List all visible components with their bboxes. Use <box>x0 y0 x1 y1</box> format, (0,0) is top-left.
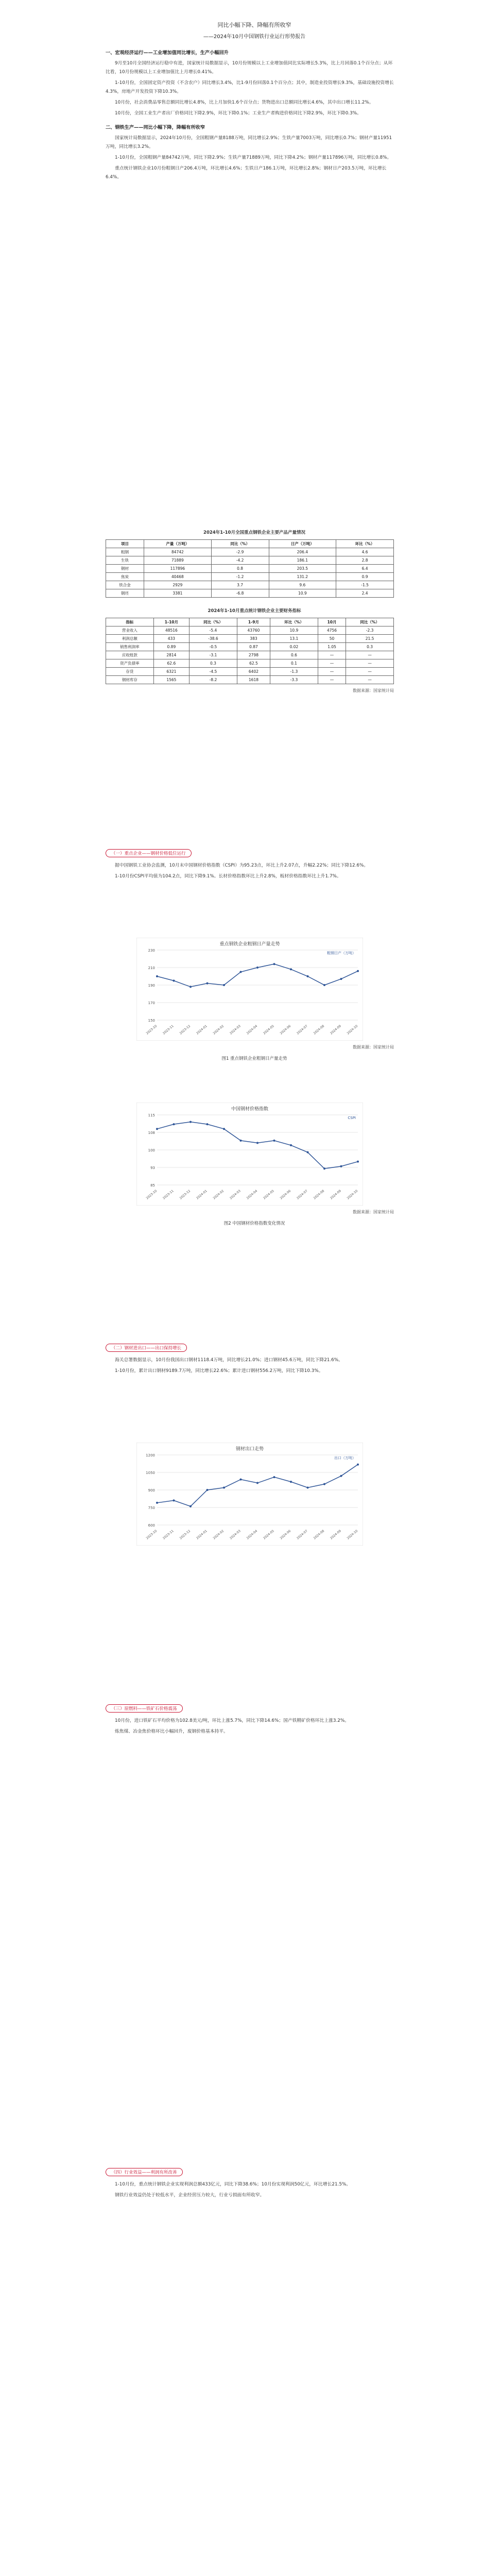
x-tick-label: 2024-10 <box>346 1529 359 1540</box>
x-tick-label: 2024-02 <box>212 1529 225 1540</box>
section1-paragraph: 10月份，社会消费品零售总额同比增长4.8%，比上月加快1.6个百分点；货物进出口总额同比增长4.6%，其中出口增长11.2%。 <box>115 100 374 105</box>
table2-cell: — <box>346 651 394 659</box>
table1-cell: 3.7 <box>211 581 269 589</box>
table1-cell: 131.2 <box>269 573 336 581</box>
data-point <box>173 980 175 982</box>
table1-cell: -2.9 <box>211 548 269 556</box>
section1-paragraph: 1-10月份，全国固定资产投资（不含农户）同比增长3.4%，比1-9月份回落0.1个百分点；其中，制造业投资增长9.3%，基础设施投资增长4.3%，房地产开发投资下降10.3%。 <box>106 80 394 94</box>
table2-cell: 50 <box>318 635 346 643</box>
x-tick-label: 2023-12 <box>179 1529 192 1540</box>
data-point <box>223 1486 225 1488</box>
x-tick-label: 2024-05 <box>263 1529 275 1540</box>
table1-cell: 4.6 <box>336 548 394 556</box>
data-point <box>156 1502 158 1504</box>
data-point <box>240 971 242 973</box>
article-subtitle: ——2024年10月中国钢铁行业运行形势报告 <box>203 34 306 40</box>
chart-title: 重点钢铁企业粗钢日产量走势 <box>219 942 280 947</box>
table1-row <box>106 556 394 565</box>
table1-cell: 3381 <box>144 589 212 598</box>
table2-cell: 资产负债率 <box>106 659 154 668</box>
table2-header-cell: 指标 <box>106 618 154 626</box>
data-point <box>340 1165 342 1167</box>
table2-cell: -5.4 <box>189 626 237 635</box>
table2-header-row <box>106 618 394 626</box>
x-tick-label: 2023-10 <box>145 1189 158 1200</box>
table1-cell: 2929 <box>144 581 212 589</box>
data-point <box>256 1142 258 1144</box>
section2-paragraph: 重点统计钢铁企业10月份粗钢日产206.4万吨，环比增长4.6%；生铁日产186.1万吨，环比增长2.8%；钢材日产203.5万吨，环比增长6.4%。 <box>106 166 387 180</box>
table2-cell: 2814 <box>153 651 189 659</box>
table2-cell: — <box>346 668 394 676</box>
table1-header-row <box>106 540 394 548</box>
section3-paragraph: 1-10月份CSPI平均值为104.2点，同比下降9.1%。长材价格指数环比上升2.8%，板材价格指数环比上升1.7%。 <box>115 874 341 879</box>
section2-paragraph: 国家统计局数据显示，2024年10月份，全国粗钢产量8188万吨，同比增长2.9%；生铁产量7003万吨，同比增长0.7%；钢材产量11951万吨，同比增长3.2%。 <box>106 135 392 149</box>
table1-cell: 2.8 <box>336 556 394 565</box>
x-tick-label: 2024-09 <box>330 1024 342 1036</box>
x-tick-label: 2024-02 <box>212 1024 225 1036</box>
table1-cell: -6.8 <box>211 589 269 598</box>
table1-title: 2024年1-10月全国重点钢铁企业主要产品产量情况 <box>203 530 305 535</box>
data-point <box>206 982 209 985</box>
table2-cell: 存货 <box>106 668 154 676</box>
table2-cell: 48516 <box>153 626 189 635</box>
legend-entry: CSPI <box>348 1116 356 1120</box>
table2-cell: — <box>346 659 394 668</box>
chart1-caption: 图1 重点钢铁企业粗钢日产量走势 <box>221 1056 287 1061</box>
section1-paragraph: 10月份，全国工业生产者出厂价格同比下降2.9%，环比下降0.1%；工业生产者购进价格同比下降2.9%，环比下降0.3%。 <box>115 111 361 116</box>
legend-entry: 粗钢日产（万吨） <box>327 951 356 955</box>
table1-cell: 铁合金 <box>106 581 144 589</box>
data-point <box>357 1464 359 1466</box>
data-point <box>323 1483 325 1485</box>
x-tick-label: 2024-09 <box>330 1189 342 1200</box>
table1-cell: 203.5 <box>269 565 336 573</box>
table1-row <box>106 581 394 589</box>
table1-cell: 钢材 <box>106 565 144 573</box>
table1-cell: 钢坯 <box>106 589 144 598</box>
table1-cell: 186.1 <box>269 556 336 565</box>
x-tick-label: 2024-07 <box>296 1024 308 1036</box>
table1-header-cell: 同比（%） <box>211 540 269 548</box>
data-point <box>189 1121 192 1123</box>
data-point <box>307 1486 309 1488</box>
x-tick-label: 2023-11 <box>162 1024 175 1036</box>
table2-cell: 383 <box>237 635 270 643</box>
data-point <box>189 1505 192 1507</box>
article-title: 同比小幅下降、降幅有所收窄 <box>217 22 291 28</box>
table2-cell: 13.1 <box>270 635 318 643</box>
x-tick-label: 2024-06 <box>279 1024 292 1036</box>
section6-pill: （四）行业效益——利润有所改善 <box>106 2168 183 2176</box>
data-point <box>290 968 292 970</box>
chart-2 <box>136 1103 363 1206</box>
data-point <box>340 1475 342 1477</box>
data-point <box>223 984 225 986</box>
chart2-block <box>106 1103 394 1233</box>
table2-cell: 62.6 <box>153 659 189 668</box>
data-point <box>307 1151 309 1154</box>
table1-body <box>106 548 394 598</box>
table2-cell: 4756 <box>318 626 346 635</box>
data-point <box>206 1489 209 1491</box>
table1-cell: 9.6 <box>269 581 336 589</box>
table2-cell: 0.6 <box>270 651 318 659</box>
table2-header-cell: 环比（%） <box>270 618 318 626</box>
data-point <box>273 963 275 965</box>
table2-header-cell: 1-9月 <box>237 618 270 626</box>
y-tick-label: 190 <box>148 984 155 988</box>
x-tick-label: 2024-05 <box>263 1024 275 1036</box>
table2-header-cell: 同比（%） <box>346 618 394 626</box>
x-tick-label: 2024-05 <box>263 1189 275 1200</box>
section2-heading: 二、钢铁生产——同比小幅下降，降幅有所收窄 <box>106 125 205 130</box>
table2-row <box>106 676 394 684</box>
table2-cell: 0.02 <box>270 643 318 651</box>
table2-cell: -4.5 <box>189 668 237 676</box>
data-point <box>357 1161 359 1163</box>
table2-cell: — <box>318 676 346 684</box>
x-tick-label: 2024-03 <box>229 1189 242 1200</box>
x-tick-label: 2023-11 <box>162 1529 175 1540</box>
y-tick-label: 170 <box>148 1001 155 1005</box>
table2-cell: 43760 <box>237 626 270 635</box>
table2-cell: -38.6 <box>189 635 237 643</box>
table1-cell: 40468 <box>144 573 212 581</box>
data-point <box>156 975 158 977</box>
table1-cell: 117896 <box>144 565 212 573</box>
table1-header-cell: 环比（%） <box>336 540 394 548</box>
x-tick-label: 2023-12 <box>179 1189 192 1200</box>
chart-title: 钢材出口走势 <box>235 1447 264 1452</box>
y-tick-label: 210 <box>148 966 155 970</box>
table2-row <box>106 643 394 651</box>
table2-cell: 销售利润率 <box>106 643 154 651</box>
tables-block <box>106 526 394 697</box>
section2-paragraph: 1-10月份，全国粗钢产量84742万吨，同比下降2.9%；生铁产量71889万吨，同比下降4.2%；钢材产量117896万吨，同比增长0.8%。 <box>115 155 392 160</box>
x-tick-label: 2023-12 <box>179 1024 192 1036</box>
table1-cell: 10.9 <box>269 589 336 598</box>
table2-row <box>106 659 394 668</box>
table2-cell: 0.3 <box>346 643 394 651</box>
article-column <box>106 21 394 184</box>
table1-cell: -4.2 <box>211 556 269 565</box>
x-tick-label: 2024-10 <box>346 1189 359 1200</box>
section4-paragraph: 1-10月份，累计出口钢材9189.7万吨，同比增长22.6%；累计进口钢材556.2万吨，同比下降10.3%。 <box>115 1368 323 1374</box>
section5-paragraph: 炼焦煤、冶金焦价格环比小幅回升，废钢价格基本持平。 <box>115 1729 228 1734</box>
data-point <box>256 967 258 969</box>
x-tick-label: 2024-08 <box>313 1024 325 1036</box>
y-tick-label: 93 <box>150 1166 155 1170</box>
x-tick-label: 2024-08 <box>313 1189 325 1200</box>
table2-cell: 应收账款 <box>106 651 154 659</box>
table2 <box>106 618 394 684</box>
table1-cell: 6.4 <box>336 565 394 573</box>
data-point <box>323 1167 325 1170</box>
y-tick-label: 750 <box>148 1506 155 1510</box>
table2-cell: -1.3 <box>270 668 318 676</box>
data-point <box>273 1140 275 1142</box>
section3-paragraph: 据中国钢铁工业协会监测，10月末中国钢材价格指数（CSPI）为95.23点，环比上升2.07点，升幅2.22%；同比下降12.6%。 <box>115 863 369 868</box>
table1-cell: 84742 <box>144 548 212 556</box>
chart-title: 中国钢材价格指数 <box>231 1107 269 1112</box>
data-point <box>340 978 342 980</box>
table2-header-cell: 同比（%） <box>189 618 237 626</box>
x-tick-label: 2023-10 <box>145 1529 158 1540</box>
x-tick-label: 2024-02 <box>212 1189 225 1200</box>
tables-source-note: 数据来源：国家统计局 <box>353 688 394 693</box>
table2-header-cell: 1-10月 <box>153 618 189 626</box>
x-tick-label: 2024-04 <box>246 1024 258 1036</box>
table2-cell: 1618 <box>237 676 270 684</box>
table2-row <box>106 651 394 659</box>
table2-cell: 10.9 <box>270 626 318 635</box>
table1-cell: 71889 <box>144 556 212 565</box>
table1-header-cell: 产量（万吨） <box>144 540 212 548</box>
table2-cell: 0.3 <box>189 659 237 668</box>
x-tick-label: 2024-01 <box>196 1529 208 1540</box>
x-tick-label: 2024-09 <box>330 1529 342 1540</box>
table2-cell: — <box>318 659 346 668</box>
y-tick-label: 85 <box>150 1183 155 1188</box>
x-tick-label: 2024-10 <box>346 1024 359 1036</box>
section5-pill: （三）原燃料——铁矿石价格震荡 <box>106 1704 183 1713</box>
table2-cell: -2.3 <box>346 626 394 635</box>
data-point <box>307 975 309 977</box>
section5-block <box>106 1700 394 1738</box>
data-point <box>156 1128 158 1130</box>
chart2-source: 数据来源：国家统计局 <box>353 1210 394 1214</box>
table2-cell: 6402 <box>237 668 270 676</box>
table2-cell: — <box>318 668 346 676</box>
y-tick-label: 1200 <box>146 1453 155 1458</box>
chart2-caption: 图2 中国钢材价格指数变化情况 <box>223 1221 285 1226</box>
chart3-block <box>106 1443 394 1546</box>
y-tick-label: 150 <box>148 1019 155 1023</box>
table2-cell: 433 <box>153 635 189 643</box>
section3-block <box>106 845 394 883</box>
chart-1 <box>136 938 363 1041</box>
table1-cell: 焦炭 <box>106 573 144 581</box>
table1-cell: 0.9 <box>336 573 394 581</box>
data-point <box>256 1482 258 1484</box>
legend-entry: 出口（万吨） <box>334 1456 356 1460</box>
table1 <box>106 539 394 598</box>
table2-cell: 2798 <box>237 651 270 659</box>
data-point <box>357 970 359 972</box>
table2-cell: 1565 <box>153 676 189 684</box>
section1-heading: 一、宏观经济运行——工业增加值同比增长，生产小幅回升 <box>106 50 229 56</box>
x-tick-label: 2024-07 <box>296 1189 308 1200</box>
data-point <box>206 1123 209 1125</box>
table2-header-cell: 10月 <box>318 618 346 626</box>
y-tick-label: 600 <box>148 1523 155 1528</box>
data-point <box>273 1476 275 1478</box>
table2-cell: 0.87 <box>237 643 270 651</box>
table2-row <box>106 635 394 643</box>
section4-pill: （二）钢材进出口——出口保持增长 <box>106 1344 187 1352</box>
section3-pill: （一）重点企业——钢材价格低位运行 <box>106 849 192 857</box>
table2-row <box>106 626 394 635</box>
table2-cell: -0.5 <box>189 643 237 651</box>
table2-cell: — <box>318 651 346 659</box>
table2-cell: 营业收入 <box>106 626 154 635</box>
y-tick-label: 230 <box>148 948 155 953</box>
section6-block <box>106 2164 394 2202</box>
table2-cell: 利润总额 <box>106 635 154 643</box>
table2-cell: 0.1 <box>270 659 318 668</box>
x-tick-label: 2024-04 <box>246 1529 258 1540</box>
data-point <box>223 1128 225 1130</box>
table1-cell: 粗钢 <box>106 548 144 556</box>
data-point <box>323 984 325 986</box>
table1-cell: -1.2 <box>211 573 269 581</box>
table1-cell: -1.5 <box>336 581 394 589</box>
table1-row <box>106 548 394 556</box>
table2-cell: -3.1 <box>189 651 237 659</box>
x-tick-label: 2024-01 <box>196 1189 208 1200</box>
table1-cell: 0.8 <box>211 565 269 573</box>
x-tick-label: 2024-08 <box>313 1529 325 1540</box>
x-tick-label: 2024-01 <box>196 1024 208 1036</box>
table1-row <box>106 573 394 581</box>
y-tick-label: 100 <box>148 1148 155 1153</box>
chart1-block <box>106 938 394 1069</box>
table2-cell: 1.05 <box>318 643 346 651</box>
table1-row <box>106 589 394 598</box>
x-tick-label: 2024-07 <box>296 1529 308 1540</box>
data-point <box>173 1499 175 1501</box>
data-point <box>290 1144 292 1146</box>
table2-body <box>106 626 394 684</box>
table2-cell: 6321 <box>153 668 189 676</box>
x-tick-label: 2023-10 <box>145 1024 158 1036</box>
data-point <box>240 1140 242 1142</box>
table1-cell: 2.4 <box>336 589 394 598</box>
x-tick-label: 2024-03 <box>229 1529 242 1540</box>
chart1-source: 数据来源：国家统计局 <box>353 1045 394 1049</box>
section5-paragraph: 10月份，进口铁矿石平均价格为102.8美元/吨，环比上涨5.7%，同比下降14.6%；国产铁精矿价格环比上涨3.2%。 <box>115 1718 350 1723</box>
table2-cell: -3.3 <box>270 676 318 684</box>
chart-3 <box>136 1443 363 1546</box>
data-point <box>290 1481 292 1483</box>
x-tick-label: 2023-11 <box>162 1189 175 1200</box>
y-tick-label: 900 <box>148 1488 155 1493</box>
table1-cell: 生铁 <box>106 556 144 565</box>
table2-cell: 钢材库存 <box>106 676 154 684</box>
section4-block <box>106 1340 394 1378</box>
y-tick-label: 115 <box>148 1113 155 1117</box>
table2-title: 2024年1-10月重点统计钢铁企业主要财务指标 <box>208 608 301 614</box>
section6-paragraph: 钢铁行业效益仍处于较低水平，企业经营压力较大，行业亏损面有所收窄。 <box>115 2193 265 2198</box>
table1-row <box>106 565 394 573</box>
table2-cell: 21.5 <box>346 635 394 643</box>
y-tick-label: 1050 <box>146 1471 155 1475</box>
section4-paragraph: 海关总署数据显示，10月份我国出口钢材1118.4万吨，同比增长21.0%；进口钢材45.6万吨，同比下降21.6%。 <box>115 1358 343 1363</box>
data-point <box>173 1123 175 1125</box>
table1-header-cell: 日产（万吨） <box>269 540 336 548</box>
table2-cell: 62.5 <box>237 659 270 668</box>
data-point <box>240 1479 242 1481</box>
data-point <box>189 986 192 988</box>
x-tick-label: 2024-04 <box>246 1189 258 1200</box>
table2-cell: — <box>346 676 394 684</box>
section6-paragraph: 1-10月份，重点统计钢铁企业实现利润总额433亿元，同比下降38.6%；10月份实现利润50亿元，环比增长21.5%。 <box>115 2182 351 2187</box>
table1-header-cell: 项目 <box>106 540 144 548</box>
table2-row <box>106 668 394 676</box>
x-tick-label: 2024-06 <box>279 1189 292 1200</box>
x-tick-label: 2024-06 <box>279 1529 292 1540</box>
table2-cell: -8.2 <box>189 676 237 684</box>
x-tick-label: 2024-03 <box>229 1024 242 1036</box>
section1-paragraph: 9月至10月全国经济运行稳中有进，国家统计局数据显示，10月份规模以上工业增加值同比实际增长5.3%，比上月回落0.1个百分点；从环比看，10月份规模以上工业增加值比上月增长0.41%。 <box>106 61 393 75</box>
y-tick-label: 108 <box>148 1131 155 1135</box>
table1-cell: 206.4 <box>269 548 336 556</box>
table2-cell: 0.89 <box>153 643 189 651</box>
